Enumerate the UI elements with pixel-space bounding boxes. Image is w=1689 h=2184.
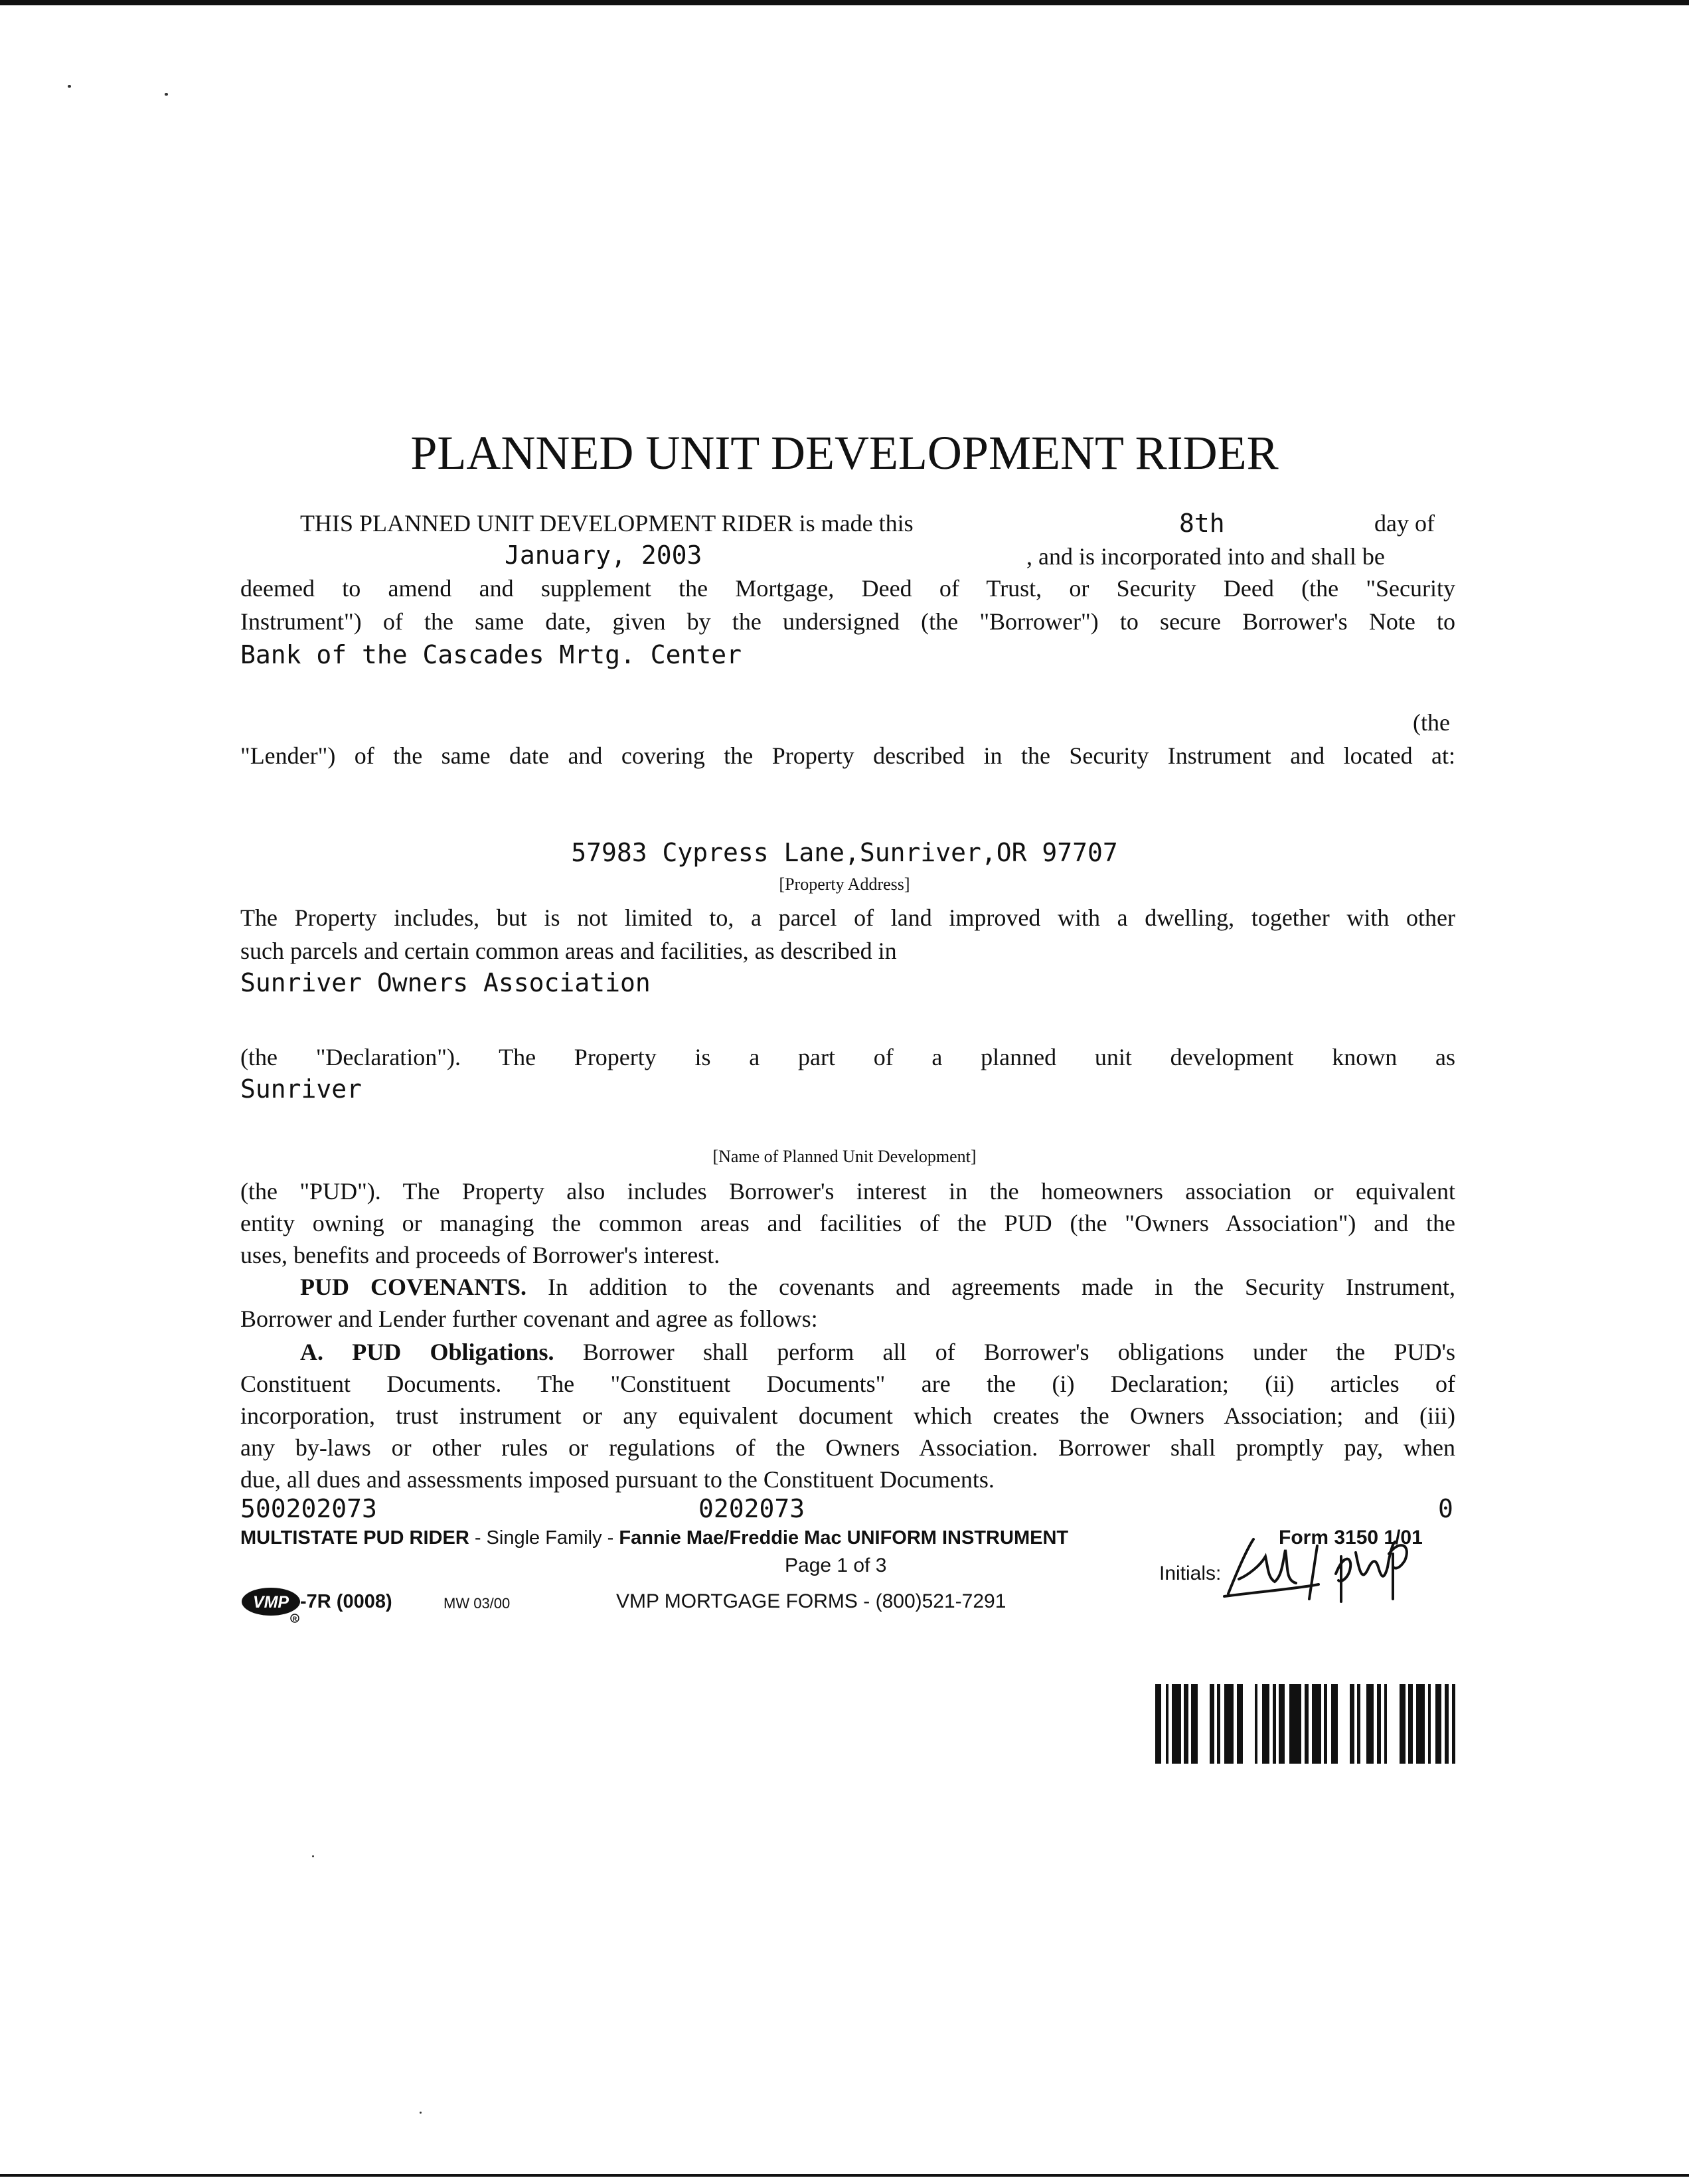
declaration-name-field: Sunriver Owners Association xyxy=(240,968,651,997)
footer-zero: 0 xyxy=(1438,1494,1453,1523)
barcode-bar xyxy=(1350,1684,1354,1764)
barcode-bar xyxy=(1431,1684,1435,1764)
scan-speck xyxy=(312,1855,314,1857)
barcode-bar xyxy=(1327,1684,1332,1764)
property-line-4: entity owning or managing the common areas and facilities of the PUD (the "Owners Association") and the xyxy=(240,1210,1455,1236)
the-text: (the xyxy=(1413,709,1450,736)
barcode-bar xyxy=(1237,1684,1243,1764)
barcode-bar xyxy=(1416,1684,1425,1764)
barcode-bar xyxy=(1366,1684,1374,1764)
property-address-caption: [Property Address] xyxy=(779,875,910,894)
barcode-bar xyxy=(1387,1684,1399,1764)
bottom-scan-border xyxy=(0,2174,1689,2177)
covenants-heading: PUD COVENANTS. xyxy=(300,1274,527,1300)
barcode-bar xyxy=(1445,1684,1449,1764)
form-title-instrument: Fannie Mae/Freddie Mac UNIFORM INSTRUMENT xyxy=(619,1527,1069,1549)
vmp-logo-text: VMP xyxy=(252,1593,289,1612)
vmp-code: -7R (0008) xyxy=(300,1591,392,1612)
lender-name-field: Bank of the Cascades Mrtg. Center xyxy=(240,640,742,669)
barcode-bar xyxy=(1220,1684,1225,1764)
pud-name-caption: [Name of Planned Unit Development] xyxy=(712,1147,977,1166)
barcode-bar xyxy=(1360,1684,1366,1764)
barcode-bar xyxy=(1184,1684,1188,1764)
barcode-bar xyxy=(1400,1684,1406,1764)
barcode-bar xyxy=(1331,1684,1337,1764)
property-line-1: The Property includes, but is not limited to, a parcel of land improved with a dwelling, together with other xyxy=(240,904,1455,931)
intro-line-6: "Lender") of the same date and covering the Property described in the Security Instrument and located at: xyxy=(240,742,1455,769)
barcode-bar xyxy=(1452,1684,1455,1764)
date-field: January, 2003 xyxy=(505,541,702,570)
barcode-bar xyxy=(1257,1684,1262,1764)
scan-speck xyxy=(165,93,168,96)
barcode-bar xyxy=(1377,1684,1382,1764)
vmp-forms-phone: VMP MORTGAGE FORMS - (800)521-7291 xyxy=(616,1590,1006,1612)
pud-obligations-line-5: due, all dues and assessments imposed pursuant to the Constituent Documents. xyxy=(240,1466,995,1493)
barcode-bar xyxy=(1312,1684,1321,1764)
barcode-bar xyxy=(1243,1684,1255,1764)
day-of-text: day of xyxy=(1374,510,1435,537)
document-title: PLANNED UNIT DEVELOPMENT RIDER xyxy=(410,426,1279,479)
initials-signature xyxy=(1219,1527,1418,1607)
scan-speck xyxy=(68,85,71,88)
barcode-bar xyxy=(1338,1684,1350,1764)
pud-obligations-heading: A. PUD Obligations. xyxy=(300,1339,554,1365)
incorporated-text: , and is incorporated into and shall be xyxy=(1026,543,1385,570)
barcode-bar xyxy=(1408,1684,1413,1764)
form-number: Form 3150 1/01 xyxy=(1279,1527,1423,1549)
scan-speck xyxy=(420,2112,422,2114)
page-number: Page 1 of 3 xyxy=(785,1554,887,1576)
barcode-bar xyxy=(1198,1684,1210,1764)
barcode-bar xyxy=(1289,1684,1301,1764)
loan-number: 500202073 xyxy=(240,1494,377,1523)
barcode-bar xyxy=(1172,1684,1181,1764)
barcode xyxy=(1155,1684,1455,1764)
pud-obligations-line-1 xyxy=(300,1336,1455,1368)
property-line-3: (the "PUD"). The Property also includes Borrower's interest in the homeowners association or equivalent xyxy=(240,1178,1455,1205)
vmp-logo-icon xyxy=(240,1586,304,1623)
barcode-bar xyxy=(1155,1684,1161,1764)
form-title xyxy=(240,1526,1068,1550)
vmp-logo xyxy=(240,1586,304,1626)
intro-lead: THIS PLANNED UNIT DEVELOPMENT RIDER is made this xyxy=(300,510,914,537)
property-address-field: 57983 Cypress Lane,Sunriver,OR 97707 xyxy=(571,838,1118,867)
barcode-bar xyxy=(1262,1684,1269,1764)
barcode-bar xyxy=(1224,1684,1234,1764)
intro-line-4: Instrument") of the same date, given by the undersigned (the "Borrower") to secure Borrower's Note to xyxy=(240,608,1455,635)
covenants-line-1 xyxy=(300,1271,1455,1303)
property-line-2: such parcels and certain common areas and facilities, as described in xyxy=(240,938,897,964)
covenants-line-2: Borrower and Lender further covenant and agree as follows: xyxy=(240,1305,818,1332)
covenants-line-1-text: In addition to the covenants and agreements made in the Security Instrument, xyxy=(548,1274,1455,1300)
barcode-bar xyxy=(1279,1684,1285,1764)
pud-obligations-line-2: Constituent Documents. The "Constituent Documents" are the (i) Declaration; (ii) articles of xyxy=(240,1371,1455,1397)
document-number: 0202073 xyxy=(698,1494,805,1523)
barcode-bar xyxy=(1161,1684,1166,1764)
barcode-bar xyxy=(1305,1684,1309,1764)
pud-name-field: Sunriver xyxy=(240,1074,362,1104)
pud-obligations-line-4: any by-laws or other rules or regulations of the Owners Association. Borrower shall promptly pay, when xyxy=(240,1434,1455,1461)
initials-label: Initials: xyxy=(1159,1562,1222,1584)
pud-obligations-line-3: incorporation, trust instrument or any equivalent document which creates the Owners Association; and (iii) xyxy=(240,1402,1455,1429)
barcode-bar xyxy=(1285,1684,1289,1764)
svg-text:R: R xyxy=(292,1616,297,1622)
property-line-5: uses, benefits and proceeds of Borrower's interest. xyxy=(240,1242,720,1268)
barcode-bar xyxy=(1191,1684,1197,1764)
barcode-bar xyxy=(1435,1684,1441,1764)
form-title-main: MULTISTATE PUD RIDER xyxy=(240,1527,469,1549)
pud-obligations-line-1-text: Borrower shall perform all of Borrower's obligations under the PUD's xyxy=(582,1339,1455,1365)
form-title-family: - Single Family - xyxy=(469,1527,619,1549)
intro-line-3: deemed to amend and supplement the Mortgage, Deed of Trust, or Security Deed (the "Security xyxy=(240,575,1455,602)
declaration-line: (the "Declaration"). The Property is a part of a planned unit development known as xyxy=(240,1044,1455,1070)
top-scan-border xyxy=(0,0,1689,5)
barcode-bar xyxy=(1210,1684,1214,1764)
day-field: 8th xyxy=(1179,509,1225,538)
mw-code: MW 03/00 xyxy=(443,1595,511,1612)
